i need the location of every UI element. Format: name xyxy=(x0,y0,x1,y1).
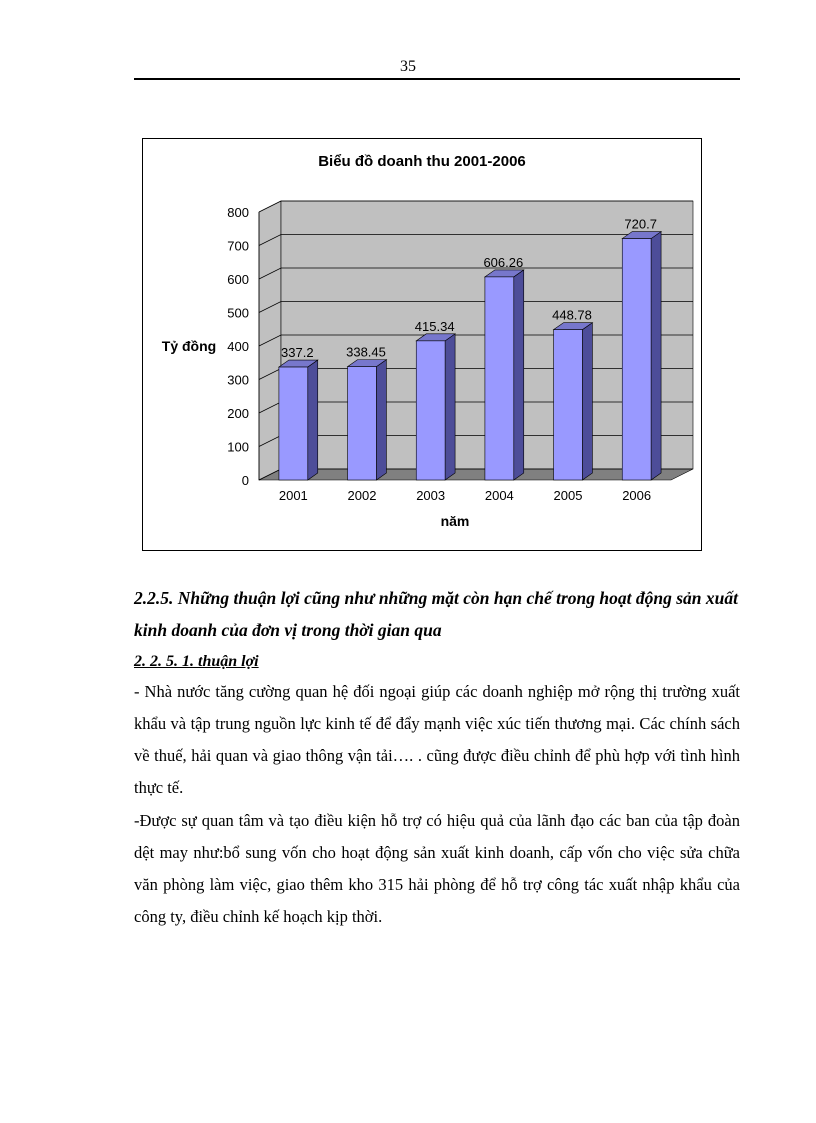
y-tick-label: 600 xyxy=(227,272,249,287)
x-tick-label: 2006 xyxy=(622,488,652,503)
data-label: 338.45 xyxy=(346,344,386,360)
bar-front xyxy=(622,239,651,480)
x-tick-labels xyxy=(279,488,651,503)
bar-front xyxy=(348,367,377,480)
header-rule xyxy=(134,78,740,80)
y-tick-label: 100 xyxy=(227,439,249,455)
data-label: 720.7 xyxy=(624,216,657,232)
x-tick-label: 2003 xyxy=(416,488,446,503)
bar xyxy=(416,334,455,480)
y-tick-label: 200 xyxy=(227,406,249,421)
bar xyxy=(279,360,318,480)
x-tick-label: 2004 xyxy=(484,488,514,503)
y-tick-label: 500 xyxy=(227,305,249,321)
bar-side xyxy=(308,360,318,480)
y-tick-label: 700 xyxy=(227,238,249,254)
data-label: 606.26 xyxy=(483,254,524,270)
bar-front xyxy=(554,330,583,480)
x-axis-label: năm xyxy=(440,513,470,529)
bar-front xyxy=(279,367,308,480)
y-tick-label: 800 xyxy=(227,205,249,220)
y-tick-label: 300 xyxy=(227,372,249,388)
bar-side xyxy=(514,270,524,480)
data-label: 448.78 xyxy=(552,307,592,323)
bar-side xyxy=(445,334,455,480)
chart-title: Biểu đồ doanh thu 2001-2006 xyxy=(318,153,526,170)
bar xyxy=(485,270,524,480)
bar-side xyxy=(651,232,661,480)
bar xyxy=(554,323,593,480)
section-heading: 2.2.5. Những thuận lợi cũng như những mặt còn hạn chế trong hoạt động sản xuất kinh doanh của đơn vị trong thời gian qua xyxy=(134,588,738,640)
y-tick-label: 0 xyxy=(241,473,249,488)
bar-side xyxy=(582,323,592,480)
bar xyxy=(348,360,387,480)
bar-front xyxy=(485,277,514,480)
paragraph-2: -Được sự quan tâm và tạo điều kiện hỗ trợ có hiệu quả của lãnh đạo các ban của tập đoàn dệt may như:bổ sung vốn cho hoạt động sản xuất kinh doanh, cấp vốn cho việc sửa chữa văn phòng làm việc, giao thêm kho 315 hải phòng để hỗ trợ công tác xuất nhập khẩu của công ty, điều chỉnh kế hoạch kịp thời. xyxy=(134,811,740,926)
x-tick-label: 2001 xyxy=(278,488,308,503)
x-tick-label: 2002 xyxy=(347,488,377,503)
bar-side xyxy=(376,360,386,480)
y-tick-label: 400 xyxy=(227,339,249,354)
data-label: 415.34 xyxy=(414,318,455,334)
y-axis-label: Tỷ đồng xyxy=(161,338,217,354)
bar-front xyxy=(416,341,445,480)
revenue-bar-chart xyxy=(143,139,703,552)
data-label: 337.2 xyxy=(281,345,314,361)
bar xyxy=(622,232,661,480)
page-number: 35 xyxy=(400,58,416,75)
paragraph-1: - Nhà nước tăng cường quan hệ đối ngoại giúp các doanh nghiệp mở rộng thị trường xuất khẩu và tập trung nguồn lực kinh tế để đẩy mạnh việc xúc tiến thương mại. Các chính sách về thuế, hải quan và giao thông vận tải…. . cũng được điều chỉnh để phù hợp với tình hình thực tế. xyxy=(134,682,740,797)
x-tick-label: 2005 xyxy=(553,488,583,503)
subsection-heading: 2. 2. 5. 1. thuận lợi xyxy=(134,653,259,670)
y-tick-labels xyxy=(227,205,249,488)
chart-frame xyxy=(142,138,702,551)
